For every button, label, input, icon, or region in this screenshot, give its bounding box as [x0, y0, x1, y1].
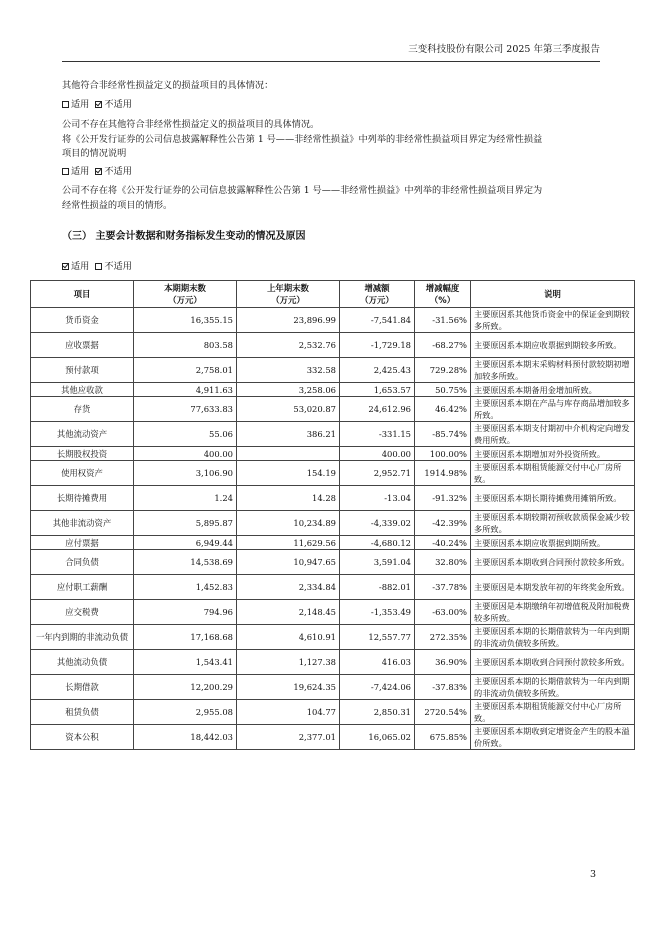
row-prior-cell: 1,127.38 [237, 650, 340, 675]
row-note-cell: 主要原因系本期长期待摊费用摊销所致。 [471, 486, 635, 511]
row-pct-cell: 46.42% [415, 397, 471, 422]
row-prior-cell: 23,896.99 [237, 308, 340, 333]
row-prior-cell: 19,624.35 [237, 675, 340, 700]
applicable-label: 适用 [71, 166, 90, 177]
row-item-cell: 长期股权投资 [31, 447, 134, 461]
row-item-cell: 货币资金 [31, 308, 134, 333]
row-prior-cell: 2,334.84 [237, 575, 340, 600]
row-pct-cell: 729.28% [415, 358, 471, 383]
row-note-cell: 主要原因是本期缴纳年初增值税及附加税费较多所致。 [471, 600, 635, 625]
row-current-cell: 16,355.15 [134, 308, 237, 333]
row-pct-cell: -85.74% [415, 422, 471, 447]
row-prior-cell: 386.21 [237, 422, 340, 447]
row-current-cell: 1.24 [134, 486, 237, 511]
table-row [31, 511, 635, 536]
row-note-cell: 主要原因系本期支付期初中介机构定向增发费用所致。 [471, 422, 635, 447]
row-pct-cell: 675.85% [415, 725, 471, 750]
row-prior-cell: 2,148.45 [237, 600, 340, 625]
applicable-checkbox[interactable] [62, 168, 69, 175]
row-note-cell: 主要原因是本期发放年初的年终奖金所致。 [471, 575, 635, 600]
row-note-cell: 主要原因系本期租赁能源交付中心厂房所致。 [471, 461, 635, 486]
row-note-cell: 主要原因系本期备用金增加所致。 [471, 383, 635, 397]
table-row [31, 600, 635, 625]
table-row [31, 675, 635, 700]
row-current-cell: 2,955.08 [134, 700, 237, 725]
row-note-cell: 主要原因系本期收到合同预付款较多所致。 [471, 650, 635, 675]
col-header-note: 说明 [471, 281, 635, 308]
row-change-cell: -331.15 [340, 422, 415, 447]
row-prior-cell: 14.28 [237, 486, 340, 511]
row-change-cell: -7,541.84 [340, 308, 415, 333]
row-current-cell: 3,106.90 [134, 461, 237, 486]
section-heading: （三） 主要会计数据和财务指标发生变动的情况及原因 [62, 231, 306, 242]
row-current-cell: 803.58 [134, 333, 237, 358]
intro-line-4b: 经常性损益的项目的情形。 [62, 200, 173, 211]
row-pct-cell: -68.27% [415, 333, 471, 358]
not-applicable-checkbox[interactable] [95, 168, 102, 175]
row-prior-cell: 11,629.56 [237, 536, 340, 550]
checkbox-line-3 [62, 259, 602, 274]
row-change-cell: -1,729.18 [340, 333, 415, 358]
row-current-cell: 5,895.87 [134, 511, 237, 536]
row-item-cell: 应付票据 [31, 536, 134, 550]
row-change-cell: 2,850.31 [340, 700, 415, 725]
col-header-pct: 增减幅度 （%） [415, 281, 471, 308]
row-note-cell: 主要原因系本期末采购材料预付款较期初增加较多所致。 [471, 358, 635, 383]
table-row [31, 422, 635, 447]
table-row [31, 575, 635, 600]
row-pct-cell: 32.80% [415, 550, 471, 575]
row-note-cell: 主要原因系本期的长期借款转为一年内到期的非流动负债较多所致。 [471, 675, 635, 700]
row-item-cell: 长期借款 [31, 675, 134, 700]
row-item-cell: 合同负债 [31, 550, 134, 575]
row-prior-cell: 2,532.76 [237, 333, 340, 358]
checkbox-line-1 [62, 97, 602, 112]
table-row [31, 550, 635, 575]
table-header-row [31, 281, 635, 308]
row-pct-cell: -40.24% [415, 536, 471, 550]
row-item-cell: 预付款项 [31, 358, 134, 383]
row-item-cell: 其他流动资产 [31, 422, 134, 447]
row-current-cell: 400.00 [134, 447, 237, 461]
row-prior-cell: 154.19 [237, 461, 340, 486]
row-pct-cell: 1914.98% [415, 461, 471, 486]
row-change-cell: -4,339.02 [340, 511, 415, 536]
row-current-cell: 794.96 [134, 600, 237, 625]
row-change-cell: -1,353.49 [340, 600, 415, 625]
row-item-cell: 使用权资产 [31, 461, 134, 486]
row-item-cell: 其他应收款 [31, 383, 134, 397]
row-item-cell: 资本公积 [31, 725, 134, 750]
row-prior-cell [237, 447, 340, 461]
row-pct-cell: -37.78% [415, 575, 471, 600]
table-row [31, 536, 635, 550]
row-item-cell: 长期待摊费用 [31, 486, 134, 511]
intro-line-1: 其他符合非经常性损益定义的损益项目的具体情况： [62, 80, 274, 91]
row-change-cell: 2,952.71 [340, 461, 415, 486]
col-header-prior: 上年期末数 （万元） [237, 281, 340, 308]
row-item-cell: 应交税费 [31, 600, 134, 625]
row-item-cell: 其他流动负债 [31, 650, 134, 675]
intro-line-4a: 公司不存在将《公开发行证券的公司信息披露解释性公告第 1 号——非经常性损益》中列举的非经常性损益项目界定为 [62, 185, 543, 196]
row-change-cell: -7,424.06 [340, 675, 415, 700]
checkbox-line-2 [62, 164, 602, 179]
row-pct-cell: 36.90% [415, 650, 471, 675]
page-header: 三变科技股份有限公司 2025 年第三季度报告 [408, 44, 600, 55]
intro-line-3b: 项目的情况说明 [62, 148, 127, 159]
row-current-cell: 14,538.69 [134, 550, 237, 575]
not-applicable-checkbox[interactable] [95, 101, 102, 108]
row-pct-cell: 100.00% [415, 447, 471, 461]
row-item-cell: 租赁负债 [31, 700, 134, 725]
row-change-cell: 24,612.96 [340, 397, 415, 422]
row-note-cell: 主要原因系本期在产品与库存商品增加较多所致。 [471, 397, 635, 422]
row-prior-cell: 332.58 [237, 358, 340, 383]
page-number: 3 [590, 869, 597, 880]
applicable-checkbox[interactable] [62, 263, 69, 270]
row-pct-cell: -63.00% [415, 600, 471, 625]
applicable-checkbox[interactable] [62, 101, 69, 108]
table-row [31, 650, 635, 675]
row-note-cell: 主要原因系其他货币资金中的保证金到期较多所致。 [471, 308, 635, 333]
applicable-label: 适用 [71, 261, 90, 272]
not-applicable-label: 不适用 [104, 261, 132, 272]
row-item-cell: 其他非流动资产 [31, 511, 134, 536]
col-header-current: 本期期末数 （万元） [134, 281, 237, 308]
table-row [31, 486, 635, 511]
row-pct-cell: 2720.54% [415, 700, 471, 725]
row-item-cell: 应收票据 [31, 333, 134, 358]
row-current-cell: 12,200.29 [134, 675, 237, 700]
row-pct-cell: 50.75% [415, 383, 471, 397]
row-pct-cell: 272.35% [415, 625, 471, 650]
not-applicable-checkbox[interactable] [95, 263, 102, 270]
row-change-cell: 12,557.77 [340, 625, 415, 650]
intro-line-2: 公司不存在其他符合非经常性损益定义的损益项目的具体情况。 [62, 119, 320, 130]
row-current-cell: 77,633.83 [134, 397, 237, 422]
row-prior-cell: 3,258.06 [237, 383, 340, 397]
table-row [31, 308, 635, 333]
not-applicable-label: 不适用 [104, 166, 132, 177]
row-item-cell: 应付职工薪酬 [31, 575, 134, 600]
row-change-cell: -4,680.12 [340, 536, 415, 550]
row-pct-cell: -91.32% [415, 486, 471, 511]
table-row [31, 397, 635, 422]
row-change-cell: -13.04 [340, 486, 415, 511]
row-prior-cell: 10,947.65 [237, 550, 340, 575]
row-prior-cell: 53,020.87 [237, 397, 340, 422]
row-current-cell: 18,442.03 [134, 725, 237, 750]
row-note-cell: 主要原因系本期应收票据到期所致。 [471, 536, 635, 550]
row-pct-cell: -42.39% [415, 511, 471, 536]
row-change-cell: 2,425.43 [340, 358, 415, 383]
row-item-cell: 一年内到期的非流动负债 [31, 625, 134, 650]
row-prior-cell: 4,610.91 [237, 625, 340, 650]
table-row [31, 700, 635, 725]
intro-line-3a: 将《公开发行证券的公司信息披露解释性公告第 1 号——非经常性损益》中列举的非经常性损益项目界定为经常性损益 [62, 134, 543, 145]
row-note-cell: 主要原因系本期的长期借款转为一年内到期的非流动负债较多所致。 [471, 625, 635, 650]
row-change-cell: 16,065.02 [340, 725, 415, 750]
table-row [31, 461, 635, 486]
row-change-cell: 416.03 [340, 650, 415, 675]
row-change-cell: 400.00 [340, 447, 415, 461]
row-current-cell: 4,911.63 [134, 383, 237, 397]
header-rule [62, 61, 600, 62]
row-pct-cell: -37.83% [415, 675, 471, 700]
row-current-cell: 17,168.68 [134, 625, 237, 650]
row-note-cell: 主要原因系本期增加对外投资所致。 [471, 447, 635, 461]
table-row [31, 447, 635, 461]
row-note-cell: 主要原因系本期租赁能源交付中心厂房所致。 [471, 700, 635, 725]
col-header-change: 增减额 （万元） [340, 281, 415, 308]
table-row [31, 383, 635, 397]
row-current-cell: 1,452.83 [134, 575, 237, 600]
table-row [31, 725, 635, 750]
financial-changes-table [30, 280, 635, 750]
row-prior-cell: 104.77 [237, 700, 340, 725]
row-current-cell: 1,543.41 [134, 650, 237, 675]
row-change-cell: -882.01 [340, 575, 415, 600]
row-pct-cell: -31.56% [415, 308, 471, 333]
table-row [31, 625, 635, 650]
row-change-cell: 3,591.04 [340, 550, 415, 575]
row-note-cell: 主要原因系本期收到合同预付款较多所致。 [471, 550, 635, 575]
row-prior-cell: 10,234.89 [237, 511, 340, 536]
row-prior-cell: 2,377.01 [237, 725, 340, 750]
row-current-cell: 6,949.44 [134, 536, 237, 550]
row-current-cell: 55.06 [134, 422, 237, 447]
table-row [31, 333, 635, 358]
row-note-cell: 主要原因系本期较期初预收款质保金减少较多所致。 [471, 511, 635, 536]
row-note-cell: 主要原因系本期应收票据到期较多所致。 [471, 333, 635, 358]
row-note-cell: 主要原因系本期收到定增资金产生的股本溢价所致。 [471, 725, 635, 750]
col-header-item: 项目 [31, 281, 134, 308]
not-applicable-label: 不适用 [104, 99, 132, 110]
row-item-cell: 存货 [31, 397, 134, 422]
row-current-cell: 2,758.01 [134, 358, 237, 383]
table-row [31, 358, 635, 383]
row-change-cell: 1,653.57 [340, 383, 415, 397]
applicable-label: 适用 [71, 99, 90, 110]
